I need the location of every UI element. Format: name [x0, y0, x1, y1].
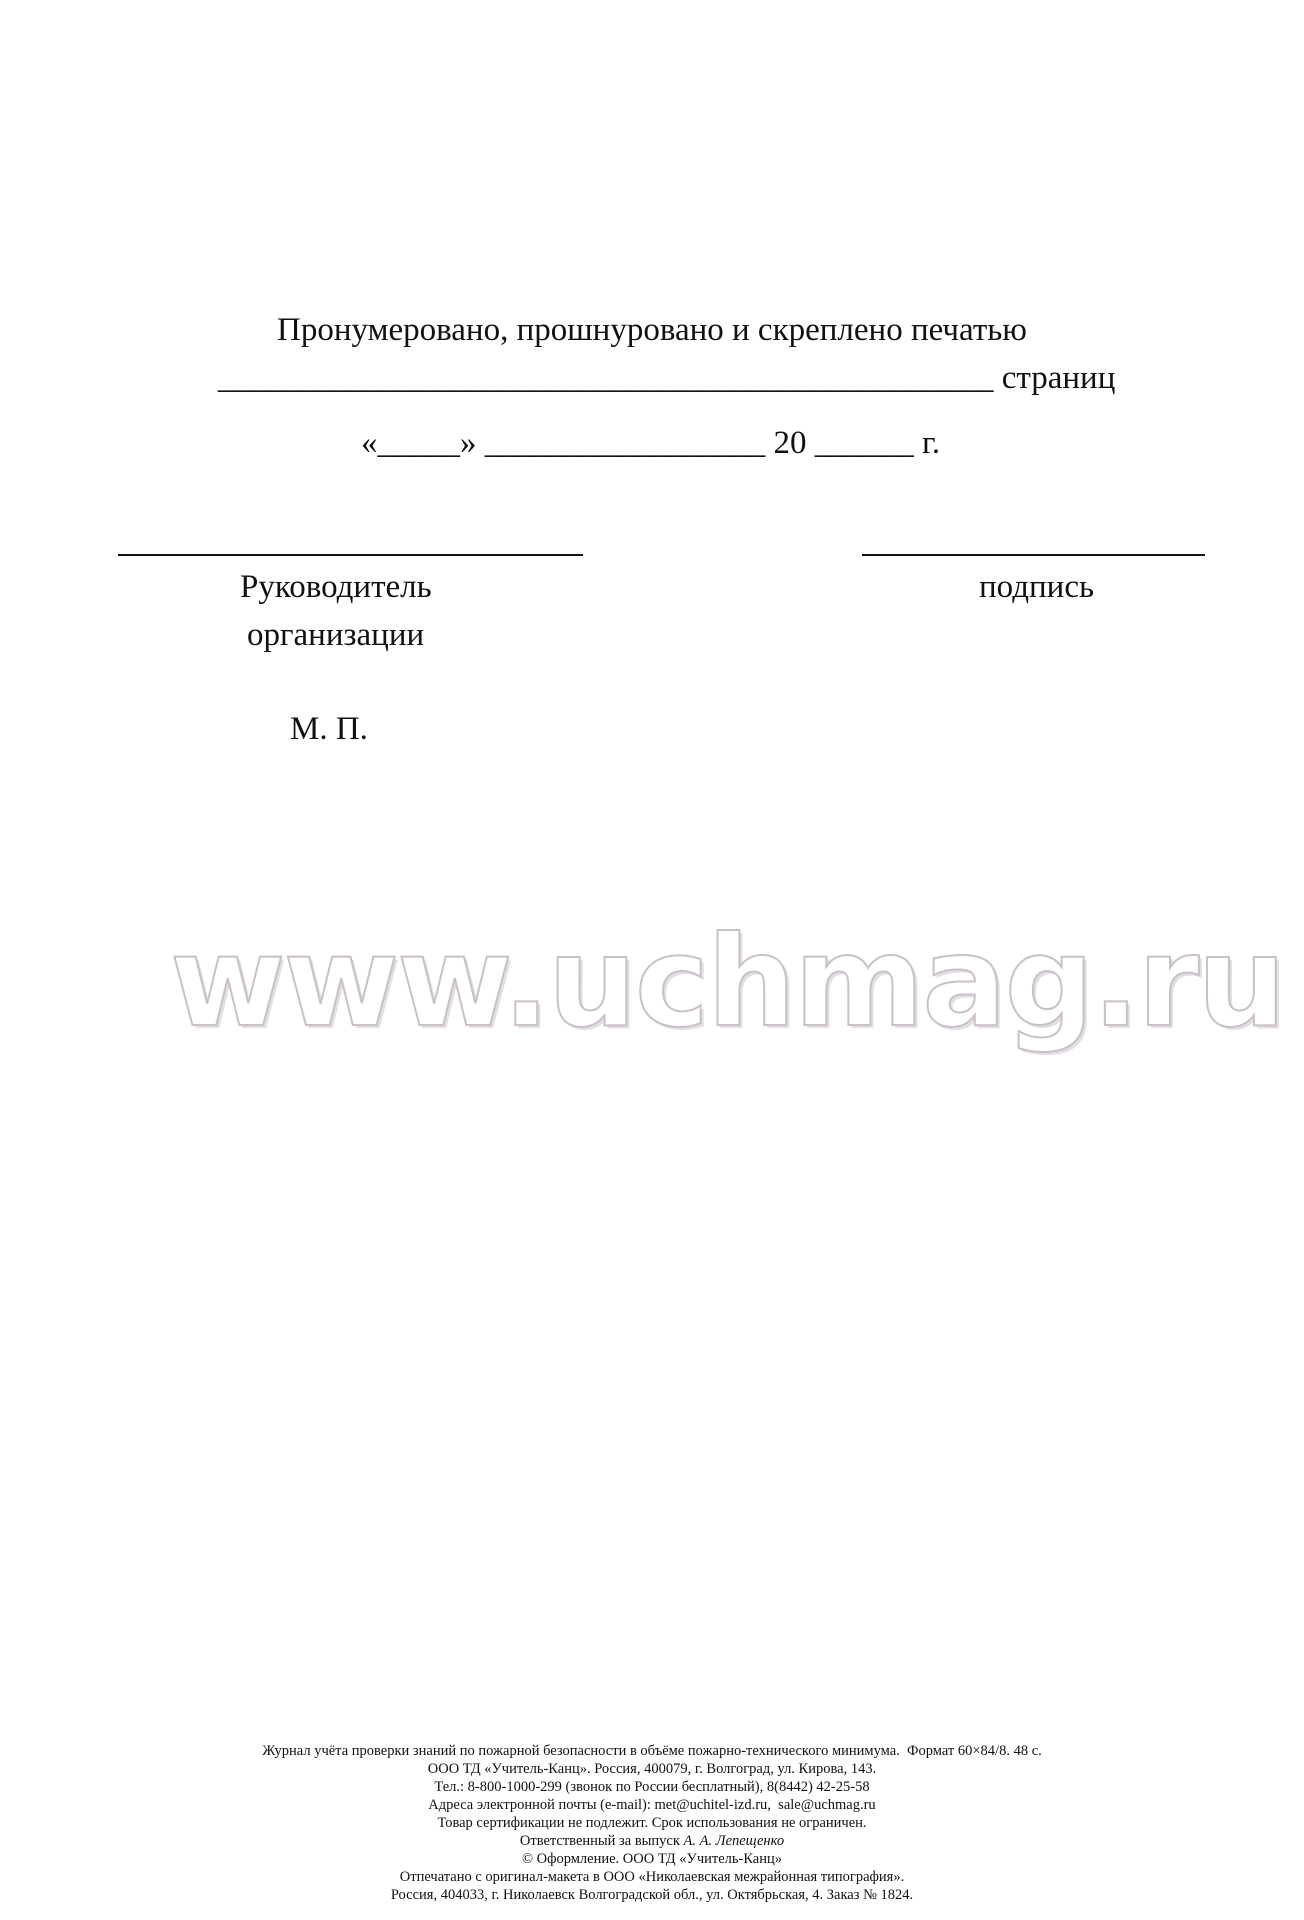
footer-line-phone: Тел.: 8-800-1000-299 (звонок по России бесплатный), 8(8442) 42-25-58: [434, 1779, 870, 1795]
footer-line-title: Журнал учёта проверки знаний по пожарной безопасности в объёме пожарно-технического минимума. Формат 60×84/8. 48 с.: [262, 1743, 1042, 1759]
certification-title: Пронумеровано, прошнуровано и скреплено печатью: [277, 312, 1027, 348]
watermark: www.uchmag.ru: [170, 910, 1285, 1055]
date-line: «_____» _________________ 20 ______ г.: [361, 425, 941, 461]
responsible-prefix: Ответственный за выпуск: [519, 1833, 684, 1849]
footer-line-address: Россия, 404033, г. Николаевск Волгоградской обл., ул. Октябрьская, 4. Заказ № 1824.: [390, 1887, 914, 1903]
footer-line-company: ООО ТД «Учитель-Канц». Россия, 400079, г. Волгоград, ул. Кирова, 143.: [427, 1761, 877, 1777]
head-signature-rule: [118, 554, 583, 556]
footer-line-certification: Товар сертификации не подлежит. Срок использования не ограничен.: [437, 1815, 867, 1831]
pages-count-line: _______________________________________________ страниц: [218, 360, 1116, 396]
publication-footer: [0, 1742, 1304, 1904]
signature-label: подпись: [979, 569, 1095, 605]
head-label-line-1: Руководитель: [240, 569, 432, 605]
footer-line-responsible: [0, 1832, 1304, 1850]
footer-line-copyright: © Оформление. ООО ТД «Учитель-Канц»: [521, 1851, 783, 1867]
stamp-label: М. П.: [290, 711, 368, 747]
signature-rule: [862, 554, 1205, 556]
footer-line-printed: Отпечатано с оригинал-макета в ООО «Николаевская межрайонная типография».: [399, 1869, 905, 1885]
responsible-name: А. А. Лепещенко: [683, 1833, 785, 1849]
head-label-line-2: организации: [247, 617, 425, 653]
footer-line-email: Адреса электронной почты (e-mail): met@uchitel-izd.ru, sale@uchmag.ru: [428, 1797, 876, 1813]
